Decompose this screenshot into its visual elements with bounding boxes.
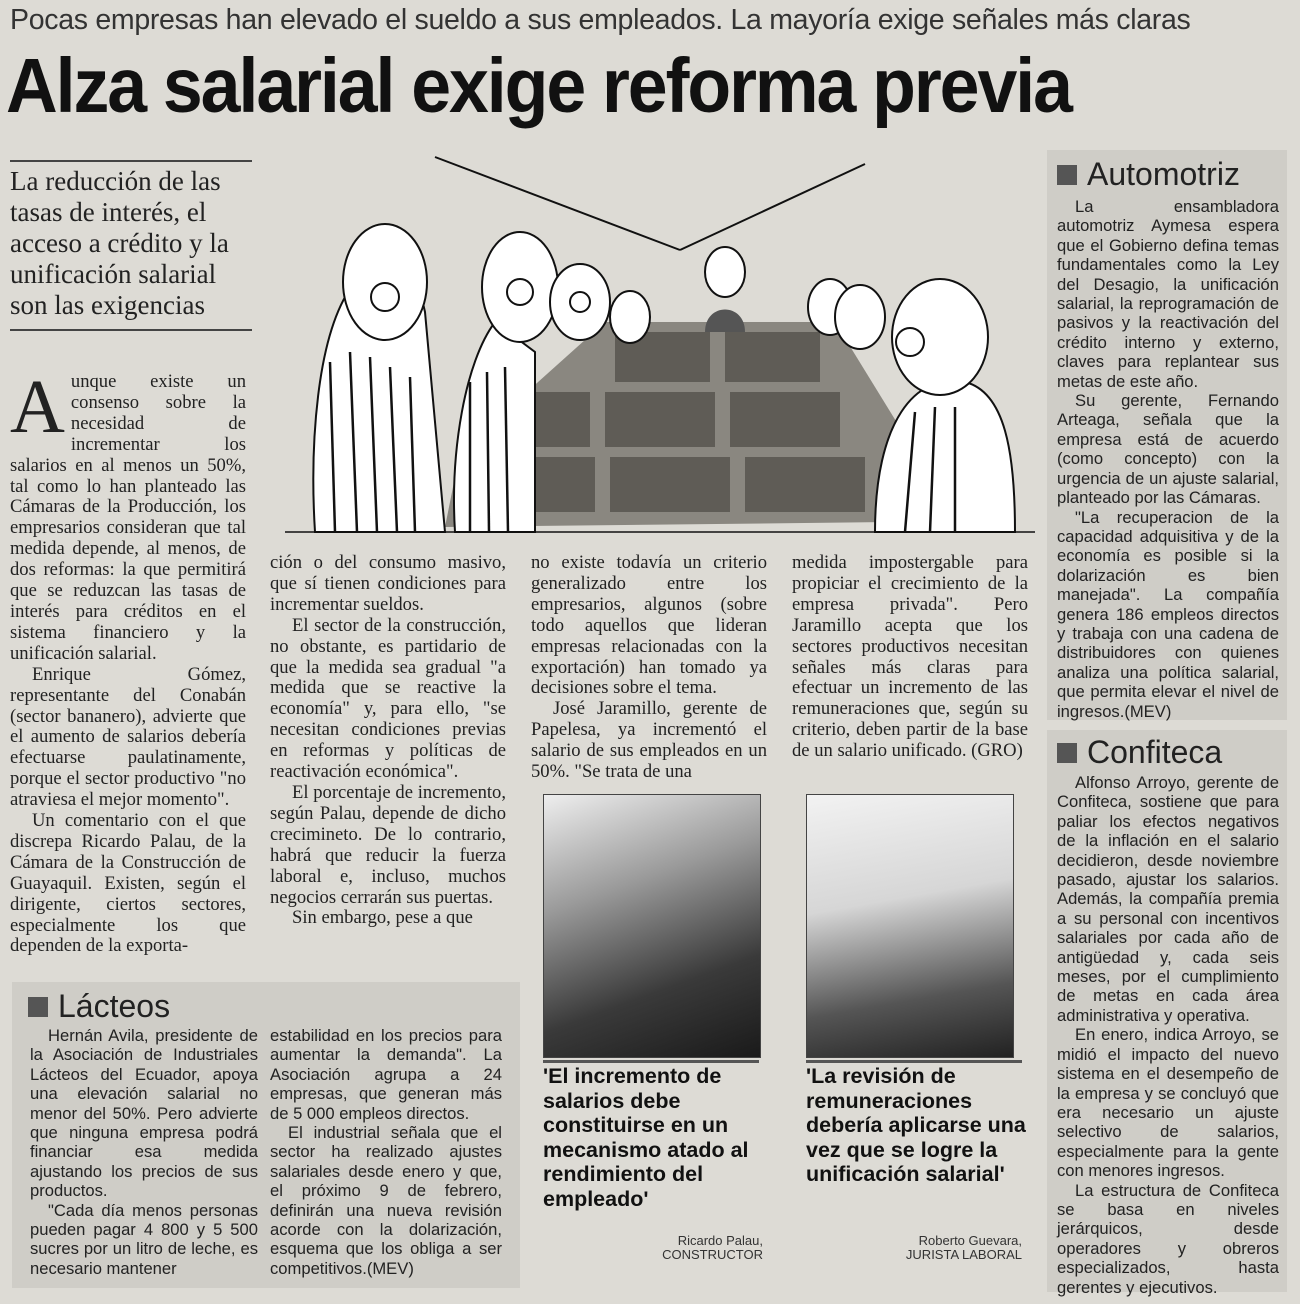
quote-rule <box>806 1060 1022 1063</box>
pull-quote-2: 'La revisión de remuneraciones debería aplicarse una vez que se logre la unificación salarial' <box>806 1064 1026 1186</box>
dropcap: A <box>10 365 65 449</box>
paragraph: En enero, indica Arroyo, se midió el impacto del nuevo sistema en el desempeño de la empresa y se concluyó que era necesario un ajuste selectivo de salarios, especialmente para la gente con menores ingresos. <box>1057 1025 1279 1181</box>
quote-credit-2 <box>806 1234 1022 1262</box>
main-column-1 <box>10 365 246 957</box>
lacteos-column-1 <box>30 1026 258 1278</box>
paragraph: Su gerente, Fernando Arteaga, señala que la empresa está de acuerdo (como concepto) con la urgencia de un ajuste salarial, planteado por las Cámaras. <box>1057 391 1279 508</box>
photo-ricardo-palau <box>543 794 761 1058</box>
credit-name: Roberto Guevara, <box>918 1233 1022 1248</box>
paragraph: Enrique Gómez, representante del Conabán (sector bananero), advierte que el aumento de salarios debería efectuarse paulatinamente, porque el sector productivo "no atraviesa el mejor momento". <box>10 663 246 811</box>
paragraph: La estructura de Confiteca se basa en niveles jerárquicos, desde operadores y obreros especializados, hasta gerentes y ejecutivos. <box>1057 1180 1279 1297</box>
paragraph: Alfonso Arroyo, gerente de Confiteca, sostiene que para paliar los efectos negativos de la inflación en el salario decidieron, desde noviembre pasado, ajustar los salarios. Además, la compañía premia a su personal con incentivos salariales por cada año de antigüedad y, cada seis meses, por el cumplimiento de metas en cada área administrativa y operativa. <box>1057 773 1279 1025</box>
credit-name: Ricardo Palau, <box>677 1233 763 1248</box>
automotriz-body <box>1057 197 1279 721</box>
square-bullet-icon <box>1057 743 1077 763</box>
paragraph: "La recuperacion de la capacidad adquisitiva y de la economía es posible si la dolarización es bien manejada". La compañía genera 186 empleos directos y trabaja con una cadena de distribuidores con quienes analiza una política salarial, que permita elevar el nivel de ingresos.(MEV) <box>1057 507 1279 721</box>
paragraph: El porcentaje de incremento, según Palau, depende de dicho crecimineto. De lo contrario, habrá que reducir la fuerza laboral e, incluso, muchos negocios cerrarán sus puertas. <box>270 781 506 908</box>
automotriz-title <box>1057 156 1279 193</box>
main-column-3 <box>531 553 767 783</box>
headline: Alza salarial exige reforma previa <box>6 43 1071 129</box>
paragraph: El industrial señala que el sector ha realizado ajustes salariales desde enero y que, el próximo 9 de febrero, definirán una nueva revisión acorde con la dolarización, esquema que los obliga a ser competitivos.(MEV) <box>270 1123 502 1278</box>
paragraph: El sector de la construcción, no obstante, es partidario de que la medida sea gradual "a medida que se reactive la economía" y, para ello, "se necesitan condiciones previas en reformas y políticas de reactivación económica". <box>270 614 506 783</box>
paragraph: "Cada día menos personas pueden pagar 4 800 y 5 500 sucres por un litro de leche, es necesario mantener <box>30 1200 258 1278</box>
automotriz-title-text: Automotriz <box>1087 156 1240 192</box>
paragraph: ción o del consumo masivo, que sí tienen condiciones para incrementar sueldos. <box>270 552 506 615</box>
illustration <box>275 152 1045 552</box>
photo-roberto-guevara <box>806 794 1014 1058</box>
lacteos-title <box>28 988 170 1025</box>
credit-role: JURISTA LABORAL <box>905 1247 1022 1262</box>
square-bullet-icon <box>28 997 48 1017</box>
main-column-2 <box>270 553 506 929</box>
credit-role: CONSTRUCTOR <box>662 1247 763 1262</box>
automotriz-box <box>1047 150 1287 720</box>
lacteos-column-2 <box>270 1026 502 1278</box>
confiteca-title <box>1057 734 1279 771</box>
pull-quote-1: 'El incremento de salarios debe constituirse en un mecanismo atado al rendimiento del empleado' <box>543 1064 749 1211</box>
paragraph: estabilidad en los precios para aumentar la demanda". La Asociación agrupa a 24 empresas, que generan más de 5 000 empleos directos. <box>270 1026 502 1123</box>
paragraph: Un comentario con el que discrepa Ricardo Palau, de la Cámara de la Construcción de Guayaquil. Existen, según el dirigente, ciertos sectores, especialmente los que dependen de la exporta- <box>10 810 246 957</box>
confiteca-body <box>1057 773 1279 1297</box>
paragraph: La ensambladora automotriz Aymesa espera que el Gobierno defina temas fundamentales como la Ley del Desagio, la unificación salarial, la reprogramación de pasivos y la reactivación del crédito interno y externo, claves para replantear sus metas de este año. <box>1057 197 1279 391</box>
quote-credit-1 <box>543 1234 763 1262</box>
paragraph: José Jaramillo, gerente de Papelesa, ya incrementó el salario de sus empleados en un 50%. "Se trata de una <box>531 698 767 783</box>
quote-rule <box>543 1060 759 1063</box>
paragraph: Sin embargo, pese a que <box>292 907 473 929</box>
paragraph: medida impostergable para propiciar el crecimiento de la empresa privada". Pero Jaramillo acepta que los sectores productivos necesitan señales más claras para efectuar un incremento de las remuneraciones que, según su criterio, deben partir de la base de un salario unificado. (GRO) <box>792 552 1028 762</box>
paragraph: Hernán Avila, presidente de la Asociación de Industriales Lácteos del Ecuador, apoya una elevación salarial no menor del 50%. Pero advierte que ninguna empresa podrá financiar esa medida ajustando los precios de sus productos. <box>30 1026 258 1201</box>
confiteca-box <box>1047 730 1287 1297</box>
paragraph: unque existe un consenso sobre la necesidad de incrementar los salarios en al menos un 50%, tal como lo han planteado las Cámaras de la Producción, los empresarios consideran que tal medida depende, al menos, de dos reformas: la que permitirá que se reduzcan las tasas de interés para créditos en el sistema financiero y la unificación salarial. <box>10 371 246 664</box>
kicker: Pocas empresas han elevado el sueldo a sus empleados. La mayoría exige señales más claras <box>10 4 1191 36</box>
paragraph: no existe todavía un criterio generalizado entre los empresarios, algunos (sobre todo aquellos que lideran empresas relacionadas con la exportación) han tomado ya decisiones sobre el tema. <box>531 552 767 699</box>
confiteca-title-text: Confiteca <box>1087 734 1223 770</box>
deck: La reducción de las tasas de interés, el acceso a crédito y la unificación salarial son las exigencias <box>10 160 252 331</box>
lacteos-title-text: Lácteos <box>58 988 171 1024</box>
lacteos-box <box>12 982 520 1288</box>
main-column-4 <box>792 553 1028 762</box>
square-bullet-icon <box>1057 165 1077 185</box>
